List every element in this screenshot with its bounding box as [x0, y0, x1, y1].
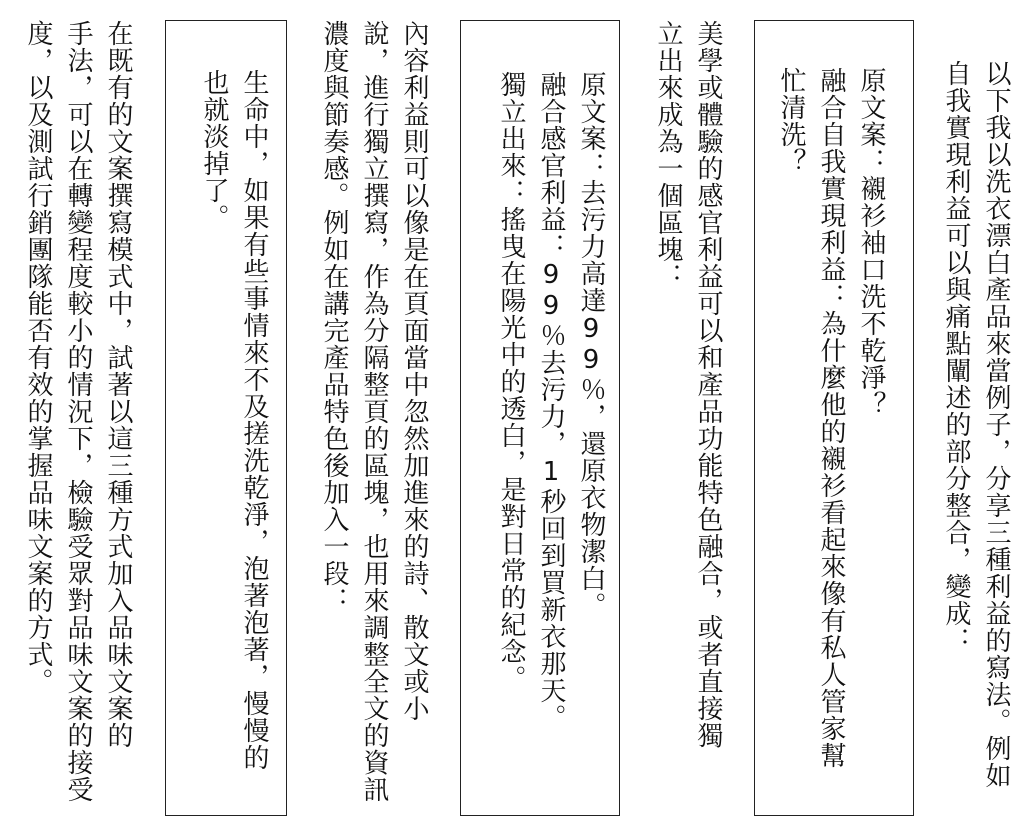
- sensory-paragraph: 美學或體驗的感官利益可以和產品功能特色融合，或者直接獨 立出來成為一個區塊：: [653, 20, 723, 749]
- intro-paragraph: 以下我以洗衣漂白產品來當例子，分享三種利益的寫法。例如 自我實現利益可以與痛點闡述的部分整合，變成：: [941, 60, 1011, 789]
- content-benefit-paragraph: 內容利益則可以像是在頁面當中忽然加進來的詩、散文或小 說，進行獨立撰寫，作為分隔整頁的區塊，也用來調整全文的資訊 濃度與節奏感。例如在講完產品特色後加入一段：: [319, 20, 429, 803]
- example-box-content: [165, 20, 287, 816]
- example-box-content-text: 生命中，如果有些事情來不及搓洗乾淨，泡著泡著，慢慢的 也就淡掉了。: [199, 69, 269, 771]
- example-box-self-actualization: [754, 20, 914, 816]
- example-box-sensory-text: 原文案：去污力高達99％，還原衣物潔白。 融合感官利益：99％去污力，1秒回到買新衣那天。 獨立出來：搖曳在陽光中的透白，是對日常的紀念。: [496, 71, 606, 731]
- example-box-sensory: [460, 20, 620, 816]
- example-box-self-actualization-text: 原文案：襯衫袖口洗不乾淨？ 融合自我實現利益：為什麼他的襯衫看起來像有私人管家幫 忙清洗？: [776, 67, 886, 769]
- conclusion-paragraph: 在既有的文案撰寫模式中，試著以這三種方式加入品味文案的 手法，可以在轉變程度較小的情況下，檢驗受眾對品味文案的接受 度，以及測試行銷團隊能否有效的掌握品味文案的方式。: [23, 20, 133, 803]
